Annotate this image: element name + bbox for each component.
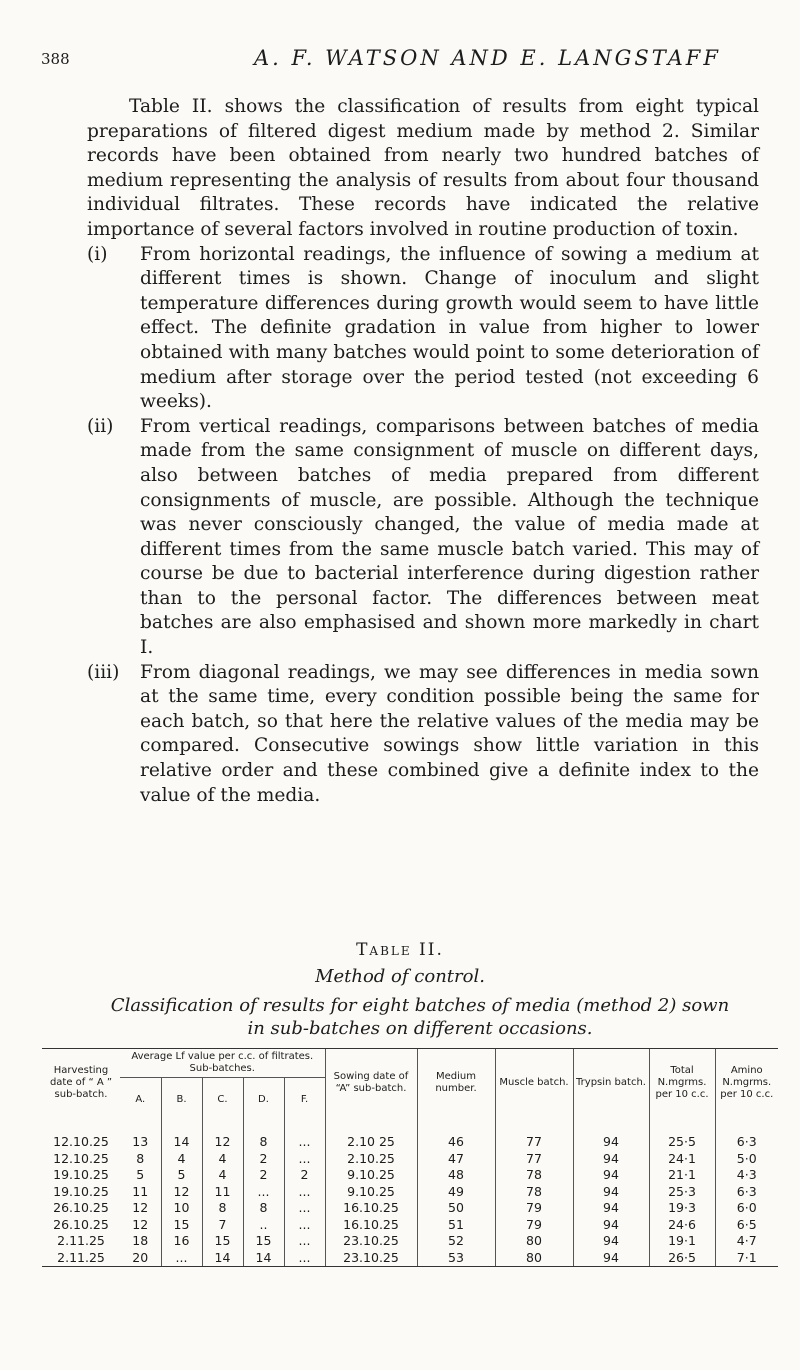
table-row (42, 1233, 778, 1250)
cell-muscle: 79 (495, 1200, 573, 1217)
cell-d: 8 (243, 1200, 284, 1217)
cell-medium: 50 (417, 1200, 495, 1217)
cell-trypsin: 94 (573, 1250, 649, 1267)
cell-c: 14 (202, 1250, 243, 1267)
cell-c: 7 (202, 1217, 243, 1234)
header-sowing: Sowing date of “A” sub-batch. (325, 1049, 417, 1117)
header-sub-c: C. (202, 1078, 243, 1117)
running-head: A. F. WATSON AND E. LANGSTAFF (254, 46, 721, 70)
cell-total: 25·3 (649, 1184, 715, 1201)
cell-f: ... (284, 1233, 325, 1250)
body-text (87, 95, 759, 808)
cell-sowing: 23.10.25 (325, 1233, 417, 1250)
cell-f: ... (284, 1217, 325, 1234)
table-title: Table II. (356, 940, 444, 960)
cell-harvesting: 2.11.25 (42, 1250, 120, 1267)
page-header (41, 46, 761, 76)
cell-b: 4 (161, 1151, 202, 1168)
cell-b: 10 (161, 1200, 202, 1217)
cell-amino: 7·1 (715, 1250, 778, 1267)
cell-total: 26·5 (649, 1250, 715, 1267)
cell-c: 8 (202, 1200, 243, 1217)
cell-amino: 6·5 (715, 1217, 778, 1234)
item-text: From horizontal readings, the influence of sowing a medium at different times is shown. Change of inoculum and slight temperature differences during growth would seem to have little effect. The definite gradation in value from higher to lower obtained with many batches would point to some deterioration of medium after storage over the period tested (not exceeding 6 weeks). (140, 243, 759, 413)
table-body (42, 1116, 778, 1267)
cell-a: 18 (132, 1233, 149, 1248)
cell-a: 13 (132, 1134, 149, 1149)
cell-muscle: 80 (495, 1250, 573, 1267)
cell-total: 19·3 (649, 1200, 715, 1217)
cell-medium: 47 (417, 1151, 495, 1168)
cell-trypsin: 94 (573, 1200, 649, 1217)
cell-harvesting: 26.10.25 (53, 1200, 109, 1215)
table-row (42, 1184, 778, 1201)
cell-d: 14 (243, 1250, 284, 1267)
cell-f: ... (284, 1250, 325, 1267)
cell-b: 5 (161, 1167, 202, 1184)
cell-a: 8 (136, 1150, 145, 1166)
cell-total: 24·1 (649, 1151, 715, 1168)
list-item (87, 415, 759, 661)
cell-sowing: 9.10.25 (325, 1184, 417, 1201)
cell-f: ... (284, 1116, 325, 1151)
cell-muscle: 78 (495, 1167, 573, 1184)
cell-amino: 5·0 (715, 1151, 778, 1168)
header-muscle: Muscle batch. (495, 1049, 573, 1117)
cell-c: 12 (202, 1116, 243, 1151)
cell-f: ... (284, 1200, 325, 1217)
table-row (42, 1200, 778, 1217)
cell-amino: 6·3 (715, 1116, 778, 1151)
item-text: From diagonal readings, we may see differences in media sown at the same time, every condition possible being the same for each batch, so that here the relative values of the media may be compared. Consecutive sowings show little variation in this relative order and these combined give a definite index to the value of the media. (140, 661, 759, 806)
cell-total: 24·6 (649, 1217, 715, 1234)
table-subtitle: Method of control. (315, 966, 485, 987)
cell-d: 2 (243, 1167, 284, 1184)
cell-harvesting: 12.10.25 (53, 1150, 109, 1166)
cell-total: 25·5 (649, 1116, 715, 1151)
cell-total: 21·1 (649, 1167, 715, 1184)
cell-trypsin: 94 (573, 1217, 649, 1234)
results-table (42, 1048, 778, 1267)
item-label: (ii) (87, 415, 114, 437)
header-sub-b: B. (161, 1078, 202, 1117)
cell-harvesting: 12.10.25 (53, 1134, 109, 1149)
header-amino: Amino N.mgrms. per 10 c.c. (715, 1049, 778, 1117)
table-row (42, 1250, 778, 1267)
cell-sowing: 9.10.25 (325, 1167, 417, 1184)
cell-sowing: 16.10.25 (325, 1217, 417, 1234)
cell-muscle: 80 (495, 1233, 573, 1250)
cell-muscle: 78 (495, 1184, 573, 1201)
cell-a: 12 (132, 1216, 149, 1232)
table-row (42, 1151, 778, 1168)
cell-d: 15 (243, 1233, 284, 1250)
cell-amino: 6·3 (715, 1184, 778, 1201)
cell-sowing: 16.10.25 (325, 1200, 417, 1217)
cell-b: 15 (161, 1217, 202, 1234)
cell-trypsin: 94 (573, 1167, 649, 1184)
cell-medium: 52 (417, 1233, 495, 1250)
cell-muscle: 79 (495, 1217, 573, 1234)
cell-d: .. (243, 1217, 284, 1234)
header-medium: Medium number. (417, 1049, 495, 1117)
cell-b: 16 (161, 1233, 202, 1250)
cell-amino: 4·3 (715, 1167, 778, 1184)
header-sub-f: F. (284, 1078, 325, 1117)
cell-medium: 51 (417, 1217, 495, 1234)
table-row (42, 1217, 778, 1234)
cell-f: ... (284, 1184, 325, 1201)
cell-f: ... (284, 1151, 325, 1168)
cell-d: ... (243, 1184, 284, 1201)
cell-a: 11 (132, 1183, 149, 1199)
cell-b: 14 (161, 1116, 202, 1151)
cell-c: 15 (202, 1233, 243, 1250)
item-text: From vertical readings, comparisons between batches of media made from the same consignment of muscle on different days, also between batches of media prepared from different consignments of muscle, are possible. Although the technique was never consciously changed, the value of media made at different times from the same muscle batch varied. This may of course be due to bacterial interference during digestion rather than to the personal factor. The differences between meat batches are also emphasised and shown more markedly in chart I. (140, 415, 759, 659)
cell-sowing: 2.10.25 (325, 1151, 417, 1168)
list-item (87, 661, 759, 809)
cell-medium: 46 (417, 1116, 495, 1151)
list-item (87, 243, 759, 415)
cell-total: 19·1 (649, 1233, 715, 1250)
cell-a: 5 (136, 1167, 145, 1182)
cell-harvesting: 19.10.25 (53, 1183, 109, 1199)
cell-medium: 49 (417, 1184, 495, 1201)
cell-harvesting: 26.10.25 (53, 1216, 109, 1232)
cell-d: 2 (243, 1151, 284, 1168)
cell-trypsin: 94 (573, 1233, 649, 1250)
cell-c: 4 (202, 1167, 243, 1184)
cell-d: 8 (243, 1116, 284, 1151)
page-number: 388 (41, 50, 70, 68)
cell-a: 12 (132, 1200, 149, 1215)
table-caption: Classification of results for eight batches of media (method 2) sown in sub-batches on different occasions. (110, 995, 730, 1039)
table-row (42, 1167, 778, 1184)
cell-sowing: 2.10 25 (325, 1116, 417, 1151)
cell-medium: 53 (417, 1250, 495, 1267)
cell-c: 11 (202, 1184, 243, 1201)
cell-harvesting: 19.10.25 (53, 1167, 109, 1182)
item-label: (iii) (87, 661, 120, 683)
cell-harvesting: 2.11.25 (57, 1233, 105, 1248)
cell-trypsin: 94 (573, 1151, 649, 1168)
header-total: Total N.mgrms. per 10 c.c. (649, 1049, 715, 1117)
intro-paragraph: Table II. shows the classification of results from eight typical preparations of filtered digest medium made by method 2. Similar records have been obtained from nearly two hundred batches of medium representing the analysis of results from about four thousand individual filtrates. These records have indicated the relative importance of several factors involved in routine production of toxin. (87, 96, 759, 240)
header-sub-a: A. (120, 1078, 161, 1117)
cell-amino: 6·0 (715, 1200, 778, 1217)
cell-medium: 48 (417, 1167, 495, 1184)
cell-muscle: 77 (495, 1116, 573, 1151)
cell-f: 2 (284, 1167, 325, 1184)
header-trypsin: Trypsin batch. (573, 1049, 649, 1117)
table-row (42, 1116, 778, 1151)
cell-amino: 4·7 (715, 1233, 778, 1250)
header-sub-d: D. (243, 1078, 284, 1117)
cell-trypsin: 94 (573, 1116, 649, 1151)
cell-muscle: 77 (495, 1151, 573, 1168)
header-average: Average Lf value per c.c. of filtrates. Sub-batches. (120, 1049, 325, 1078)
header-harvesting: Harvesting date of “ A ” sub-batch. (42, 1049, 120, 1117)
cell-c: 4 (202, 1151, 243, 1168)
cell-sowing: 23.10.25 (325, 1250, 417, 1267)
cell-trypsin: 94 (573, 1184, 649, 1201)
cell-a: 20 (120, 1250, 161, 1267)
item-label: (i) (87, 243, 108, 265)
cell-b: 12 (161, 1184, 202, 1201)
cell-b: ... (161, 1250, 202, 1267)
